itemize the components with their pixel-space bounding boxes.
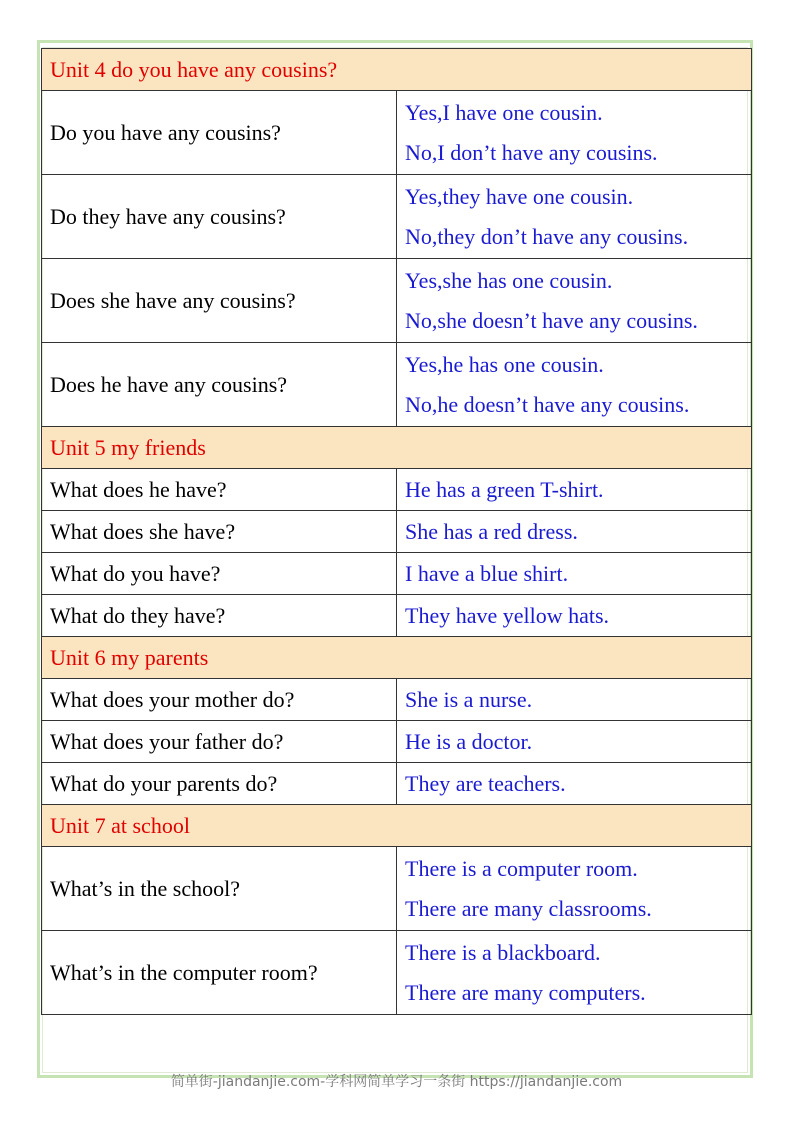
answer-cell: [397, 931, 752, 1015]
table-row: [42, 511, 752, 553]
answer-cell: He is a doctor.: [397, 721, 752, 763]
answer-line: There is a blackboard.: [405, 939, 601, 965]
answer-line: Yes,he has one cousin.: [405, 351, 604, 377]
answer-cell: [397, 343, 752, 427]
question-cell: Does he have any cousins?: [42, 343, 397, 427]
answer-cell: They are teachers.: [397, 763, 752, 805]
table-row: [42, 469, 752, 511]
answer-cell: [397, 91, 752, 175]
unit-header-row: [42, 805, 752, 847]
question-cell: What do they have?: [42, 595, 397, 637]
table-row: [42, 595, 752, 637]
footer-watermark-text: 简单街-jiandanjie.com-学科网简单学习一条街 https://jiandanjie.com: [170, 1074, 623, 1090]
answer-line: No,she doesn’t have any cousins.: [405, 307, 698, 333]
table-row: [42, 91, 752, 175]
answer-line: No,I don’t have any cousins.: [405, 139, 658, 165]
answer-line: Yes,I have one cousin.: [405, 99, 603, 125]
qa-table: [41, 48, 752, 1015]
unit-title: Unit 5 my friends: [42, 427, 752, 469]
question-cell: Does she have any cousins?: [42, 259, 397, 343]
answer-line: There is a computer room.: [405, 855, 638, 881]
answer-line: Yes,she has one cousin.: [405, 267, 613, 293]
answer-cell: She has a red dress.: [397, 511, 752, 553]
table-row: [42, 679, 752, 721]
table-row: [42, 175, 752, 259]
question-cell: What does he have?: [42, 469, 397, 511]
question-cell: What does she have?: [42, 511, 397, 553]
question-cell: What’s in the school?: [42, 847, 397, 931]
answer-line: No,he doesn’t have any cousins.: [405, 391, 690, 417]
answer-cell: They have yellow hats.: [397, 595, 752, 637]
answer-line: Yes,they have one cousin.: [405, 183, 634, 209]
table-row: [42, 343, 752, 427]
answer-cell: [397, 847, 752, 931]
table-row: [42, 721, 752, 763]
unit-header-row: [42, 427, 752, 469]
table-row: [42, 259, 752, 343]
answer-cell: She is a nurse.: [397, 679, 752, 721]
unit-title: Unit 7 at school: [42, 805, 752, 847]
answer-line: There are many computers.: [405, 979, 646, 1005]
unit-title: Unit 6 my parents: [42, 637, 752, 679]
question-cell: What’s in the computer room?: [42, 931, 397, 1015]
question-cell: What does your mother do?: [42, 679, 397, 721]
answer-cell: He has a green T-shirt.: [397, 469, 752, 511]
question-cell: What do you have?: [42, 553, 397, 595]
answer-cell: I have a blue shirt.: [397, 553, 752, 595]
answer-cell: [397, 259, 752, 343]
unit-header-row: [42, 49, 752, 91]
question-cell: What does your father do?: [42, 721, 397, 763]
question-cell: Do they have any cousins?: [42, 175, 397, 259]
answer-line: There are many classrooms.: [405, 895, 652, 921]
answer-line: No,they don’t have any cousins.: [405, 223, 689, 249]
answer-cell: [397, 175, 752, 259]
table-row: [42, 931, 752, 1015]
unit-header-row: [42, 637, 752, 679]
question-cell: Do you have any cousins?: [42, 91, 397, 175]
question-cell: What do your parents do?: [42, 763, 397, 805]
table-row: [42, 847, 752, 931]
table-row: [42, 553, 752, 595]
unit-title: Unit 4 do you have any cousins?: [42, 49, 752, 91]
table-row: [42, 763, 752, 805]
